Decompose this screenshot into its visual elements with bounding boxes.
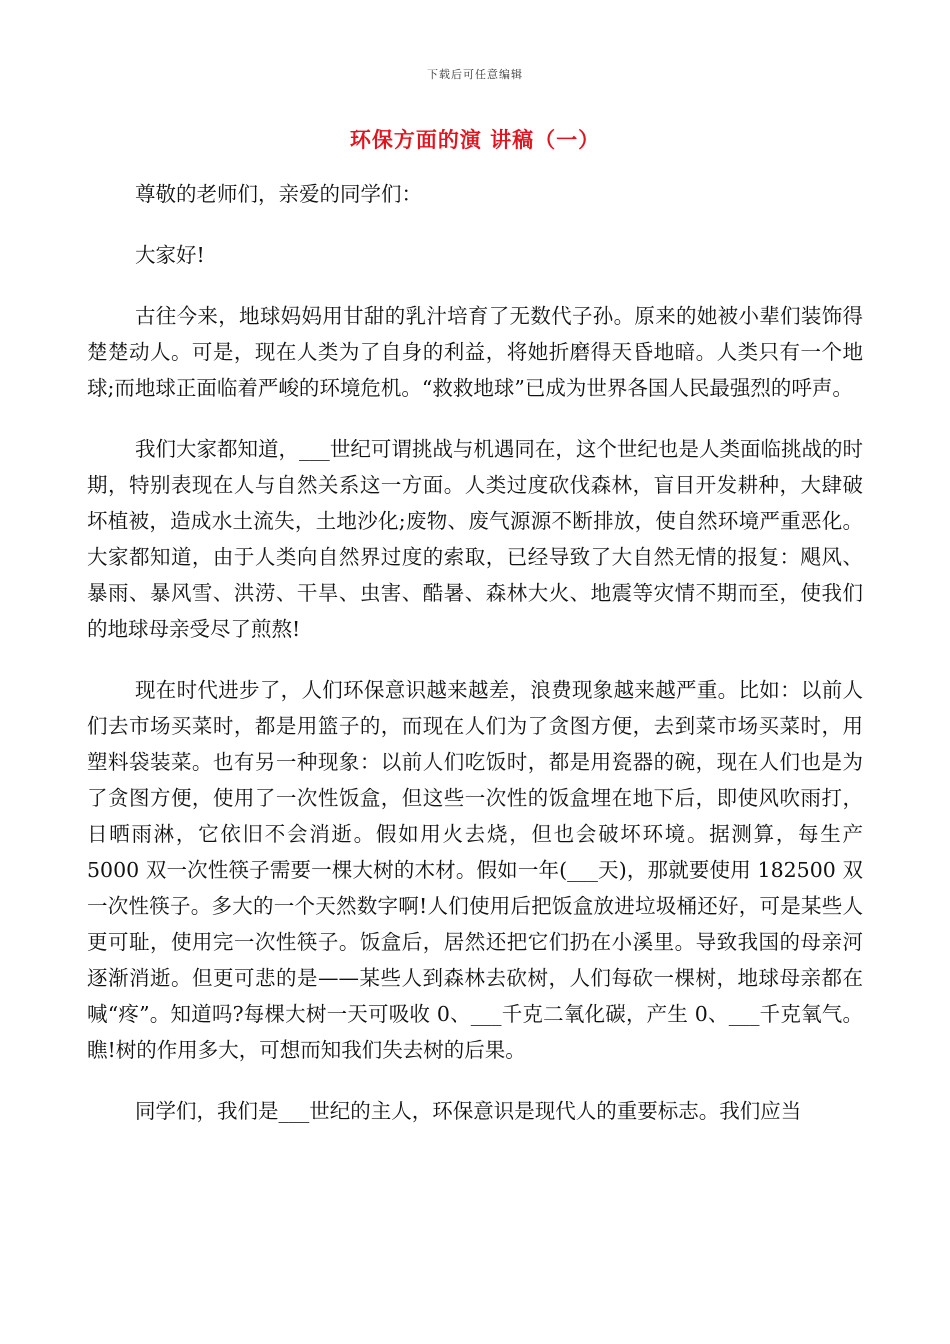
paragraph-greeting: 大家好! xyxy=(135,243,205,267)
paragraph: 古往今来，地球妈妈用甘甜的乳汁培育了无数代子孙。原来的她被小辈们装饰得楚楚动人。可是，现在人类为了自身的利益，将她折磨得天昏地暗。人类只有一个地球;而地球正面临着严峻的环境危机。“救救地球”已成为世界各国人民最强烈的呼声。 xyxy=(87,304,863,400)
paragraph-salutation: 尊敬的老师们，亲爱的同学们： xyxy=(135,182,422,206)
paragraph: 同学们，我们是___世纪的主人，环保意识是现代人的重要标志。我们应当 xyxy=(135,1099,802,1123)
page-title: 环保方面的演 讲稿（一） xyxy=(349,127,601,152)
body-text xyxy=(87,176,863,1154)
paragraph: 现在时代进步了，人们环保意识越来越差，浪费现象越来越严重。比如：以前人们去市场买菜时，都是用篮子的，而现在人们为了贪图方便，去到菜市场买菜时，用塑料袋装菜。也有另一种现象：以前人们吃饭时，都是用瓷器的碗，现在人们也是为了贪图方便，使用了一次性饭盒，但这些一次性的饭盒埋在地下后，即使风吹雨打，日晒雨淋，它依旧不会消逝。假如用火去烧，但也会破坏环境。据测算，每生产 5000 双一次性筷子需要一棵大树的木材。假如一年(___天)，那就要使用 182500 双一次性筷子。多大的一个天然数字啊!人们使用后把饭盒放进垃圾桶还好，可是某些人更可耻，使用完一次性筷子。饭盒后，居然还把它们扔在小溪里。导致我国的母亲河逐渐消逝。但更可悲的是——某些人到森林去砍树，人们每砍一棵树，地球母亲都在喊“疼”。知道吗?每棵大树一天可吸收 0、___千克二氧化碳，产生 0、___千克氧气。瞧!树的作用多大，可想而知我们失去树的后果。 xyxy=(87,678,863,1062)
paragraph: 我们大家都知道，___世纪可谓挑战与机遇同在，这个世纪也是人类面临挑战的时期，特别表现在人与自然关系这一方面。人类过度砍伐森林，盲目开发耕种，大肆破坏植被，造成水土流失，土地沙化;废物、废气源源不断排放，使自然环境严重恶化。大家都知道，由于人类向自然界过度的索取，已经导致了大自然无情的报复：飓风、暴雨、暴风雪、洪涝、干旱、虫害、酷暑、森林大火、地震等灾情不期而至，使我们的地球母亲受尽了煎熬! xyxy=(87,437,863,641)
header-note: 下载后可任意编辑 xyxy=(427,68,523,81)
